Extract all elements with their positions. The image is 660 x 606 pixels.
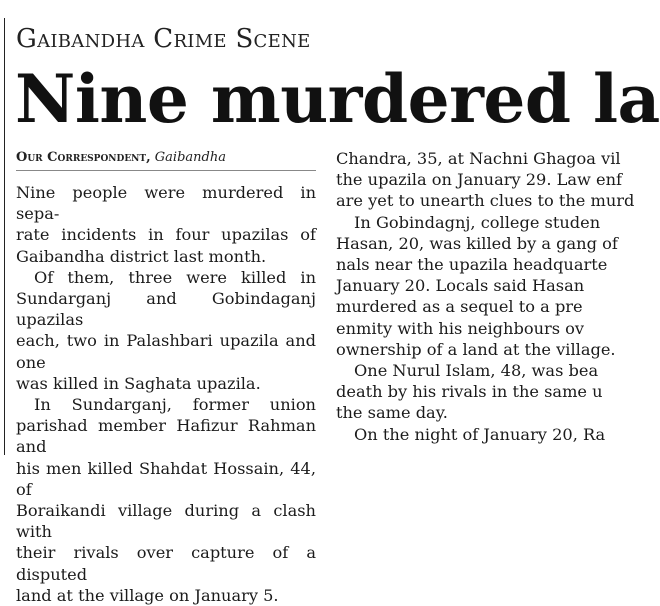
text-line: nals near the upazila headquarte bbox=[336, 255, 608, 275]
text-line: In Gobindagnj, college studen bbox=[354, 212, 601, 232]
text-line: On the night of January 20, Ra bbox=[354, 424, 606, 444]
column-rule bbox=[4, 18, 5, 455]
article-column-right bbox=[336, 148, 635, 445]
text-line: Of them, three were killed in bbox=[34, 267, 316, 287]
headline: Nine murdered la bbox=[15, 60, 660, 138]
text-line: each, two in Palashbari upazila and one bbox=[16, 331, 316, 372]
text-line: murdered as a sequel to a pre bbox=[336, 297, 583, 317]
text-line: Gaibandha district last month. bbox=[16, 246, 267, 266]
text-line: parishad member Hafizur Rahman and bbox=[16, 416, 316, 457]
text-line: their rivals over capture of a disputed bbox=[16, 543, 316, 584]
text-line: One Nurul Islam, 48, was bea bbox=[354, 361, 599, 381]
text-line: ownership of a land at the village. bbox=[336, 339, 616, 359]
text-line: his men killed Shahdat Hossain, 44, of bbox=[16, 458, 316, 499]
text-line: January 20. Locals said Hasan bbox=[336, 276, 585, 296]
article-column-left bbox=[16, 182, 316, 606]
text-line: was killed in Saghata upazila. bbox=[16, 373, 261, 393]
text-line: the upazila on January 29. Law enf bbox=[336, 170, 623, 190]
byline bbox=[16, 150, 226, 165]
byline-divider bbox=[16, 170, 316, 171]
text-line: rate incidents in four upazilas of bbox=[16, 225, 316, 245]
text-line: Nine people were murdered in sepa- bbox=[16, 183, 316, 224]
text-line: enmity with his neighbours ov bbox=[336, 318, 585, 338]
text-line: land at the village on January 5. bbox=[16, 585, 279, 605]
text-line: Sundarganj and Gobindaganj upazilas bbox=[16, 289, 316, 330]
text-line: In Sundarganj, former union bbox=[34, 395, 316, 415]
byline-place: Gaibandha bbox=[154, 150, 226, 165]
text-line: Boraikandi village during a clash with bbox=[16, 501, 316, 542]
byline-author: Our Correspondent, bbox=[16, 150, 151, 165]
text-line: are yet to unearth clues to the murd bbox=[336, 191, 635, 211]
text-line: death by his rivals in the same u bbox=[336, 382, 603, 402]
section-kicker: Gaibandha Crime Scene bbox=[16, 24, 311, 54]
text-line: the same day. bbox=[336, 403, 448, 423]
text-line: Chandra, 35, at Nachni Ghagoa vil bbox=[336, 149, 621, 168]
text-line: Hasan, 20, was killed by a gang of bbox=[336, 233, 618, 253]
